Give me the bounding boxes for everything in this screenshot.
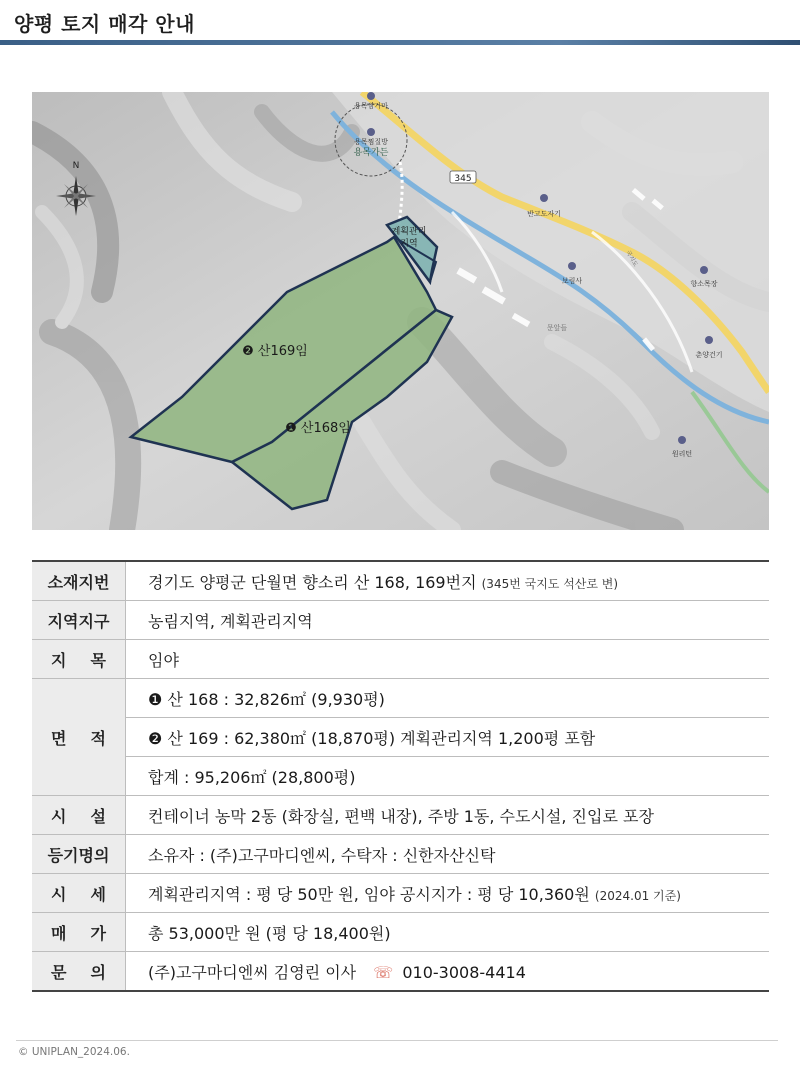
row-area-1 [32, 679, 769, 718]
svg-text:용목쌈가마: 용목쌈가마 [354, 102, 388, 110]
area-line-1: ❶ 산 168 : 32,826㎡ (9,930평) [126, 679, 770, 718]
row-land-category [32, 640, 769, 679]
label-location: 소재지번 [32, 561, 126, 601]
footer-copyright: © UNIPLAN_2024.06. [18, 1046, 130, 1058]
label-contact: 문의 [51, 962, 130, 982]
svg-text:국지도: 국지도 [624, 249, 640, 269]
label-facilities: 시설 [51, 806, 130, 826]
land-category-value: 임야 [126, 640, 770, 679]
svg-text:향소목장: 향소목장 [690, 280, 718, 288]
location-value: 경기도 양평군 단월면 향소리 산 168, 169번지 [148, 572, 477, 592]
area-line-2: ❷ 산 169 : 62,380㎡ (18,870평) 계획관리지역 1,200평 포함 [126, 718, 770, 757]
road-number-badge [450, 171, 476, 184]
label-registration: 등기명의 [32, 835, 126, 874]
phone-icon: ☏ [373, 962, 394, 982]
svg-text:원리턴: 원리턴 [671, 450, 693, 458]
svg-text:용목가든: 용목가든 [353, 148, 389, 158]
area-total: 합계 : 95,206㎡ (28,800평) [126, 757, 770, 796]
svg-text:345: 345 [454, 174, 472, 184]
contact-name: (주)고구마디엔씨 김영린 이사 [148, 962, 357, 982]
svg-text:❷ 산169임: ❷ 산169임 [242, 344, 308, 359]
row-facilities [32, 796, 769, 835]
svg-text:지역: 지역 [400, 239, 418, 249]
row-registration [32, 835, 769, 874]
svg-text:보림사: 보림사 [561, 277, 583, 285]
row-zoning [32, 601, 769, 640]
title-underline [0, 40, 800, 45]
sale-price-value: 총 53,000만 원 (평 당 18,400원) [126, 913, 770, 952]
row-market-price [32, 874, 769, 913]
location-note: (345번 국지도 석산로 변) [481, 576, 619, 591]
svg-text:춘양건기: 춘양건기 [695, 351, 723, 359]
label-market-price: 시세 [51, 884, 130, 904]
page-title: 양평 토지 매각 안내 [14, 12, 195, 36]
property-info-table [32, 560, 769, 992]
market-price-note: (2024.01 기준) [594, 888, 681, 903]
svg-text:계획관리: 계획관리 [391, 227, 427, 237]
market-price-value: 계획관리지역 : 평 당 50만 원, 임야 공시지가 : 평 당 10,360원 [148, 884, 590, 904]
row-sale-price [32, 913, 769, 952]
zoning-value: 농림지역, 계획관리지역 [126, 601, 770, 640]
registration-value: 소유자 : (주)고구마디엔씨, 수탁자 : 신한자산신탁 [126, 835, 770, 874]
footer-divider [16, 1040, 778, 1041]
label-area: 면적 [51, 728, 130, 748]
label-land-category: 지목 [51, 650, 130, 670]
label-zoning: 지역지구 [32, 601, 126, 640]
row-contact [32, 952, 769, 992]
contact-phone[interactable]: 010-3008-4414 [402, 962, 526, 982]
facilities-value: 컨테이너 농막 2동 (화장실, 편백 내장), 주방 1동, 수도시설, 진입로 포장 [126, 796, 770, 835]
svg-text:용목찜질방: 용목찜질방 [354, 138, 388, 146]
label-sale-price: 매가 [51, 923, 130, 943]
row-location [32, 561, 769, 601]
location-map [32, 92, 769, 530]
row-area-2 [32, 718, 769, 757]
svg-text:문앞들: 문앞들 [546, 324, 568, 332]
svg-text:❶ 산168임: ❶ 산168임 [285, 421, 351, 436]
svg-text:N: N [72, 161, 80, 171]
svg-text:반고도자기: 반고도자기 [527, 210, 561, 218]
row-area-3 [32, 757, 769, 796]
